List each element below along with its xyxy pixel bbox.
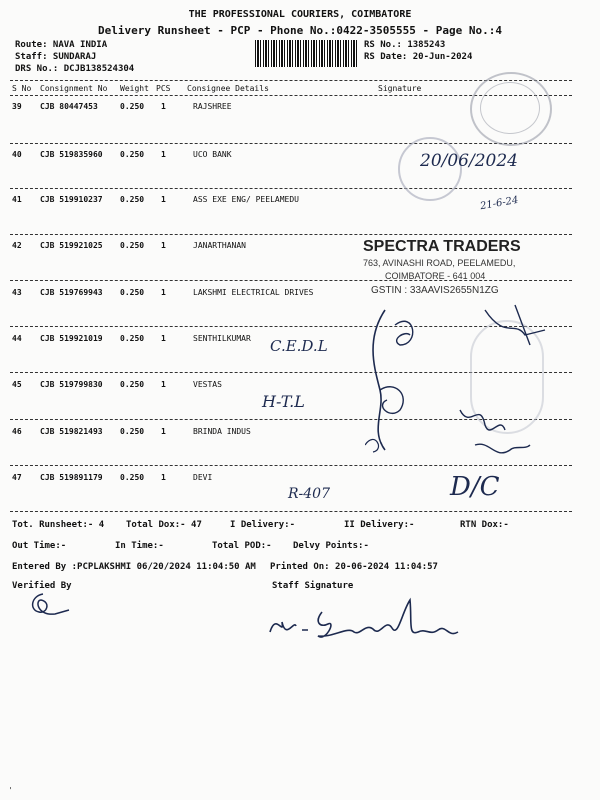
verified-by-label: Verified By (12, 581, 72, 591)
row-consignee: JANARTHANAN (193, 241, 246, 250)
row-sno: 39 (12, 102, 22, 111)
row-sno: 45 (12, 380, 22, 389)
corner-mark: ' (8, 786, 13, 795)
row-consignment: CJB 519891179 (40, 473, 103, 482)
col-signature: Signature (378, 84, 422, 93)
row-weight: 0.250 (120, 150, 145, 159)
handwritten-r407: R-407 (288, 486, 330, 502)
row-pcs: 1 (161, 473, 166, 482)
col-sno: S No (12, 84, 32, 93)
row-consignment: CJB 519835960 (40, 150, 103, 159)
row-consignment: CJB 519769943 (40, 288, 103, 297)
row-sno: 41 (12, 195, 22, 204)
company-title: THE PROFESSIONAL COURIERS, COIMBATORE (188, 9, 412, 20)
row-weight: 0.250 (120, 102, 145, 111)
verifier-signature (25, 590, 75, 620)
rs-date: RS Date: 20-Jun-2024 (364, 52, 473, 62)
staff: Staff: SUNDARAJ (15, 52, 97, 62)
row-consignee: RAJSHREE (193, 102, 232, 111)
row-sno: 42 (12, 241, 22, 250)
row-weight: 0.250 (120, 380, 145, 389)
total-pod: Total POD:- (212, 541, 272, 551)
row-divider (10, 188, 572, 189)
row-weight: 0.250 (120, 195, 145, 204)
row-sno: 44 (12, 334, 22, 343)
round-seal-inner (480, 82, 540, 134)
row-consignee: BRINDA INDUS (193, 427, 251, 436)
row-sno: 47 (12, 473, 22, 482)
row-consignment: CJB 519799830 (40, 380, 103, 389)
out-time: Out Time:- (12, 541, 67, 551)
row-consignment: CJB 80447453 (40, 102, 98, 111)
col-consignee: Consignee Details (187, 84, 269, 93)
entered-by: Entered By :PCPLAKSHMI 06/20/2024 11:04:50 AM (12, 562, 256, 572)
row-consignee: UCO BANK (193, 150, 232, 159)
row-consignment: CJB 519921019 (40, 334, 103, 343)
spectra-stamp-name: SPECTRA TRADERS (363, 238, 521, 255)
row-pcs: 1 (161, 380, 166, 389)
spectra-stamp-gstin: GSTIN : 33AAVIS2655N1ZG (371, 285, 499, 296)
drs-number: DRS No.: DCJB138524304 (15, 64, 135, 74)
row-pcs: 1 (161, 102, 166, 111)
handwritten-date-2: 21-6-24 (479, 194, 520, 213)
row-pcs: 1 (161, 427, 166, 436)
row-weight: 0.250 (120, 334, 145, 343)
runsheet-title: Delivery Runsheet - PCP - Phone No.:0422-3505555 - Page No.:4 (98, 24, 502, 37)
scribble-signatures (365, 300, 575, 470)
delivery-points: Delvy Points:- (293, 541, 369, 551)
route: Route: NAVA INDIA (15, 40, 108, 50)
row-weight: 0.250 (120, 241, 145, 250)
ii-delivery: II Delivery:- (344, 520, 415, 530)
staff-signature (262, 592, 472, 652)
row-consignment: CJB 519910237 (40, 195, 103, 204)
row-consignment: CJB 519821493 (40, 427, 103, 436)
rtn-dox: RTN Dox:- (460, 520, 509, 530)
handwritten-date-1: 20/06/2024 (420, 151, 518, 171)
row-consignee: VESTAS (193, 380, 222, 389)
row-sno: 40 (12, 150, 22, 159)
col-consignment: Consignment No (40, 84, 108, 93)
handwritten-htl: H-T.L (262, 392, 305, 411)
row-divider (10, 511, 572, 512)
staff-signature-label: Staff Signature (272, 581, 354, 591)
col-weight: Weight (120, 84, 149, 93)
spectra-stamp-address: 763, AVINASHI ROAD, PEELAMEDU, (363, 258, 516, 268)
row-consignee: ASS EXE ENG/ PEELAMEDU (193, 195, 299, 204)
row-consignee: DEVI (193, 473, 213, 482)
printed-on: Printed On: 20-06-2024 11:04:57 (270, 562, 438, 572)
row-consignee: SENTHILKUMAR (193, 334, 251, 343)
total-runsheet: Tot. Runsheet:- 4 (12, 520, 105, 530)
row-weight: 0.250 (120, 473, 145, 482)
row-sno: 46 (12, 427, 22, 436)
in-time: In Time:- (115, 541, 164, 551)
i-delivery: I Delivery:- (230, 520, 296, 530)
row-consignment: CJB 519921025 (40, 241, 103, 250)
row-consignee: LAKSHMI ELECTRICAL DRIVES (193, 288, 314, 297)
spectra-stamp-city: COIMBATORE - 641 004 (385, 271, 486, 281)
row-pcs: 1 (161, 334, 166, 343)
handwritten-ced: C.E.D.L (270, 337, 328, 355)
row-divider (10, 143, 572, 144)
rs-number: RS No.: 1385243 (364, 40, 446, 50)
col-pcs: PCS (156, 84, 171, 93)
row-divider (10, 234, 572, 235)
row-pcs: 1 (161, 241, 166, 250)
row-weight: 0.250 (120, 288, 145, 297)
row-pcs: 1 (161, 195, 166, 204)
row-divider (10, 280, 572, 281)
row-pcs: 1 (161, 150, 166, 159)
handwritten-dc: D/C (450, 472, 500, 502)
total-dox: Total Dox:- 47 (126, 520, 202, 530)
row-pcs: 1 (161, 288, 166, 297)
row-sno: 43 (12, 288, 22, 297)
row-weight: 0.250 (120, 427, 145, 436)
barcode (255, 40, 357, 67)
